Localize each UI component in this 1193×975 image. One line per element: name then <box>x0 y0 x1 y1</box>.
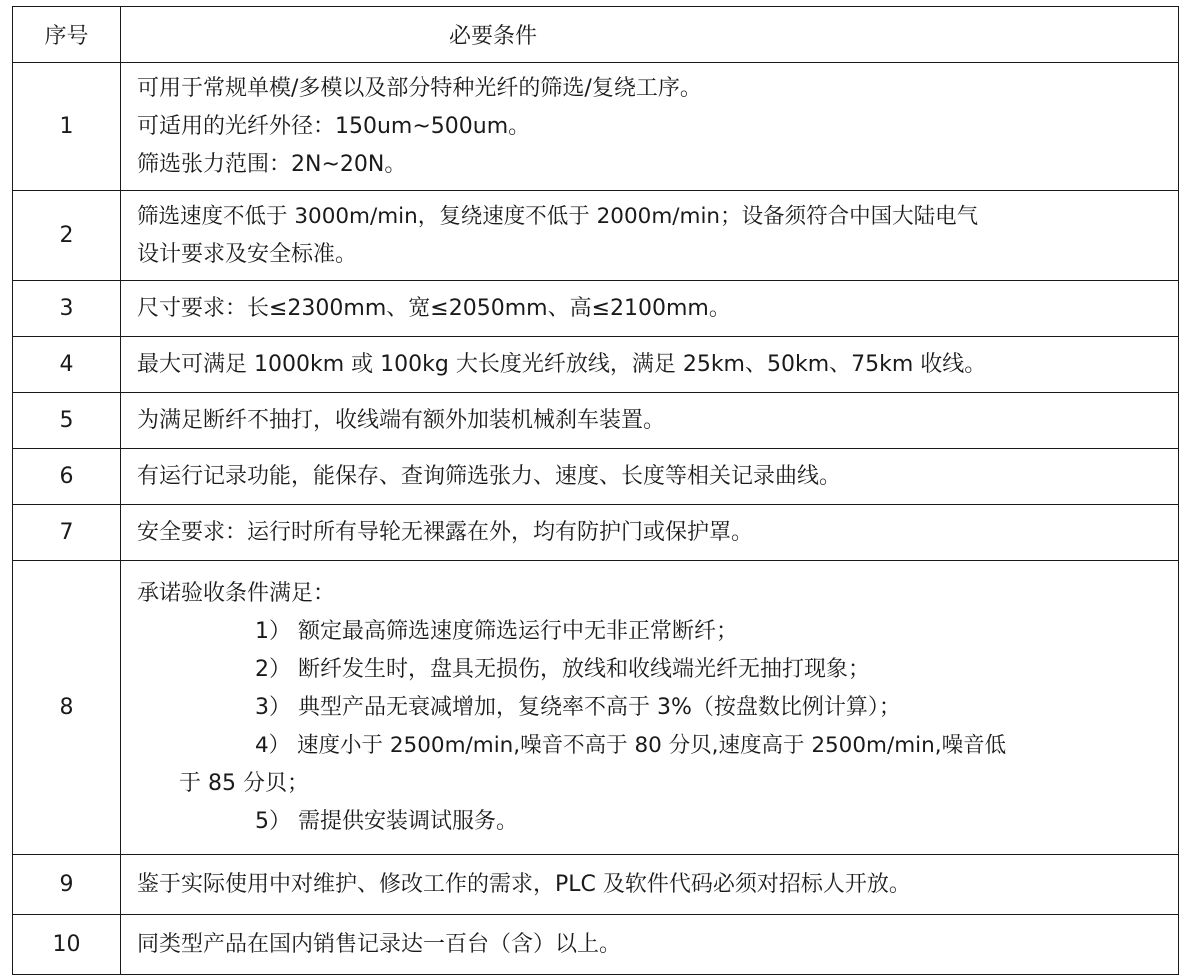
condition-cell <box>121 337 1179 393</box>
header-condition: 必要条件 <box>121 7 1179 63</box>
acceptance-intro: 承诺验收条件满足： <box>137 580 336 606</box>
condition-cell <box>121 281 1179 337</box>
condition-line: 鉴于实际使用中对维护、修改工作的需求，PLC 及软件代码必须对招标人开放。 <box>137 871 911 897</box>
header-no: 序号 <box>13 7 121 63</box>
row-number: 3 <box>13 281 121 337</box>
table-row <box>13 855 1179 915</box>
table-row <box>13 191 1179 281</box>
acceptance-item: 2） 断纤发生时，盘具无损伤，放线和收线端光纤无抽打现象； <box>255 656 870 682</box>
condition-cell <box>121 505 1179 561</box>
row-number: 10 <box>13 915 121 975</box>
condition-cell <box>121 63 1179 191</box>
condition-line: 筛选速度不低于 3000m/min，复绕速度不低于 2000m/min；设备须符合中国大陆电气 <box>137 203 979 229</box>
acceptance-item: 1） 额定最高筛选速度筛选运行中无非正常断纤； <box>255 618 738 644</box>
row-number: 8 <box>13 561 121 855</box>
condition-line: 有运行记录功能，能保存、查询筛选张力、速度、长度等相关记录曲线。 <box>137 463 842 489</box>
table-row <box>13 63 1179 191</box>
acceptance-item: 3） 典型产品无衰减增加，复绕率不高于 3%（按盘数比例计算）； <box>255 694 901 720</box>
condition-cell <box>121 393 1179 449</box>
table-row <box>13 915 1179 975</box>
row-number: 1 <box>13 63 121 191</box>
row-number: 6 <box>13 449 121 505</box>
condition-cell <box>121 855 1179 915</box>
condition-line: 可适用的光纤外径：150um~500um。 <box>137 113 531 139</box>
condition-cell <box>121 561 1179 855</box>
table-row <box>13 281 1179 337</box>
condition-line: 同类型产品在国内销售记录达一百台（含）以上。 <box>137 931 622 957</box>
condition-line: 为满足断纤不抽打，收线端有额外加装机械刹车装置。 <box>137 407 666 433</box>
condition-line: 可用于常规单模/多模以及部分特种光纤的筛选/复绕工序。 <box>137 75 702 101</box>
table-row <box>13 561 1179 855</box>
condition-cell <box>121 915 1179 975</box>
row-number: 7 <box>13 505 121 561</box>
condition-cell <box>121 191 1179 281</box>
table-row <box>13 449 1179 505</box>
row-number: 2 <box>13 191 121 281</box>
row-number: 9 <box>13 855 121 915</box>
condition-cell <box>121 449 1179 505</box>
condition-line: 筛选张力范围：2N~20N。 <box>137 151 407 177</box>
acceptance-item: 4） 速度小于 2500m/min,噪音不高于 80 分贝,速度高于 2500m/min,噪音低 <box>255 732 1007 758</box>
table-row <box>13 505 1179 561</box>
acceptance-item-continued: 于 85 分贝； <box>179 770 309 796</box>
condition-line: 尺寸要求：长≤2300mm、宽≤2050mm、高≤2100mm。 <box>137 295 731 321</box>
row-number: 4 <box>13 337 121 393</box>
header-row <box>13 7 1179 63</box>
condition-line: 安全要求：运行时所有导轮无裸露在外，均有防护门或保护罩。 <box>137 519 754 545</box>
condition-line: 最大可满足 1000km 或 100kg 大长度光纤放线，满足 25km、50km、75km 收线。 <box>137 351 987 377</box>
table-row <box>13 337 1179 393</box>
acceptance-item: 5） 需提供安装调试服务。 <box>255 808 518 834</box>
row-number: 5 <box>13 393 121 449</box>
requirements-table <box>12 6 1179 975</box>
table-row <box>13 393 1179 449</box>
condition-line: 设计要求及安全标准。 <box>137 241 358 267</box>
